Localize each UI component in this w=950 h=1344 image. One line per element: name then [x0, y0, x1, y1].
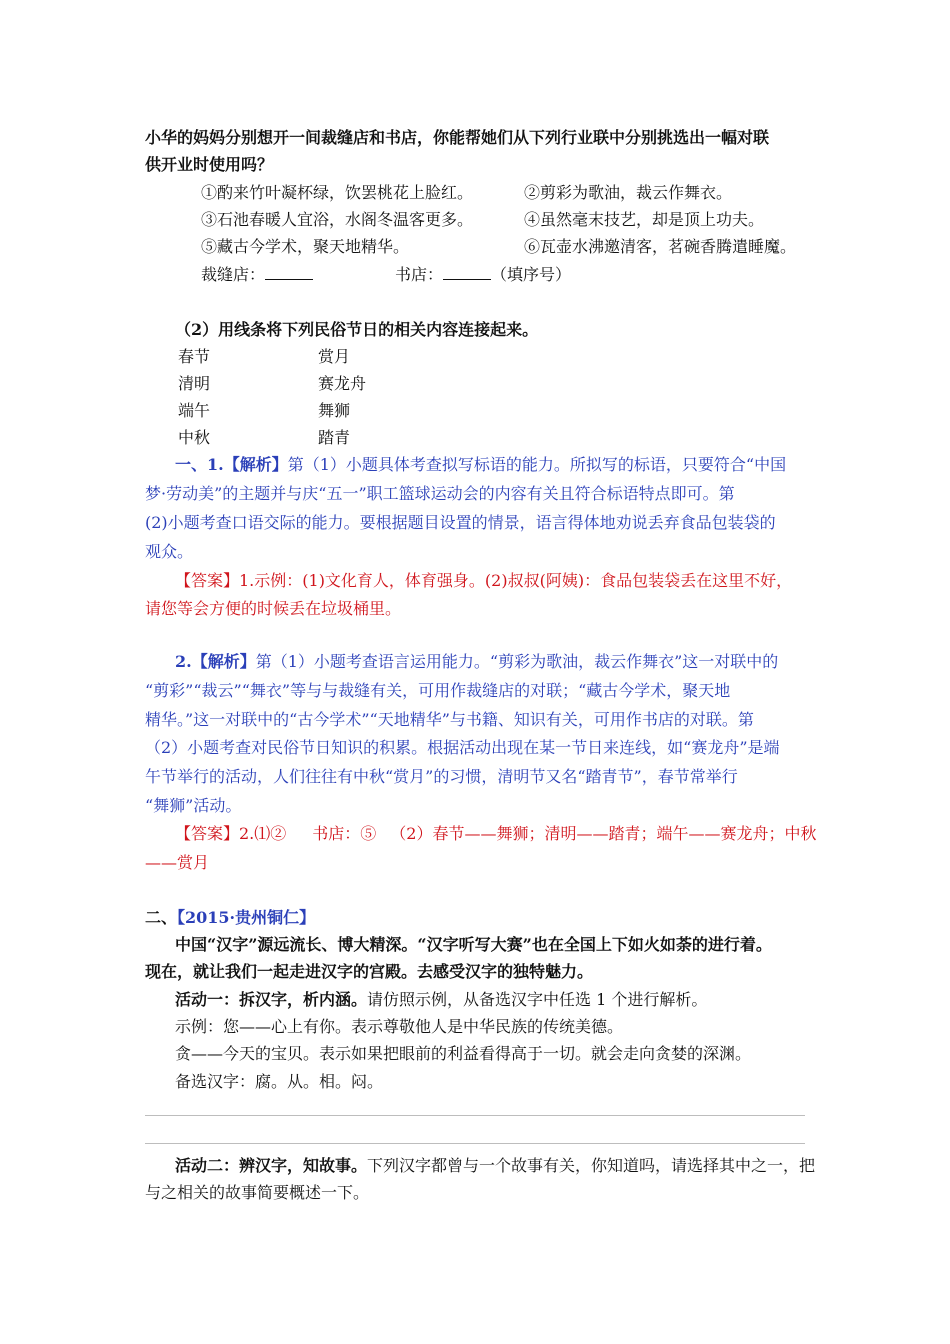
activity-1-line — [175, 990, 707, 1010]
section-2-source-tag: 【2015·贵州铜仁】 — [177, 908, 316, 927]
activity-2-line — [175, 1156, 815, 1176]
section-2-intro-line2: 现在，就让我们一起走进汉字的宫殿。去感受汉字的独特魅力。 — [145, 962, 594, 981]
couplet-option-5: ⑤藏古今学术，聚天地精华。 — [201, 237, 410, 256]
activity-1-options: 备选汉字：腐。从。相。闷。 — [175, 1072, 384, 1091]
answer-line-1[interactable] — [145, 1115, 805, 1116]
analysis-1-line3: (2)小题考查口语交际的能力。要根据题目设置的情景，语言得体地劝说丢弃食品包装袋的 — [145, 513, 776, 532]
analysis-1-line2: 梦·劳动美”的主题并与庆“五一”职工篮球运动会的内容有关且符合标语特点即可。第 — [145, 484, 735, 503]
couplet-option-2: ②剪彩为歌油，裁云作舞衣。 — [524, 183, 733, 202]
activity-item: 赛龙舟 — [318, 374, 367, 393]
fill-book-blank[interactable] — [443, 265, 491, 280]
activity-1-desc: 请仿照示例，从备选汉字中任选 1 个进行解析。 — [367, 990, 708, 1009]
answer-1-line1: 【答案】1.示例：(1)文化育人，体育强身。(2)叔叔(阿姨)：食品包装袋丢在这里不好， — [175, 571, 793, 590]
analysis-2-line4: （2）小题考查对民俗节日知识的积累。根据活动出现在某一节日来连线，如“赛龙舟”是端 — [145, 738, 780, 757]
fill-book-row — [395, 265, 571, 285]
activity-item: 舞狮 — [318, 401, 351, 420]
couplet-option-6: ⑥瓦壶水沸邀清客，茗碗香腾遣睡魔。 — [524, 237, 797, 256]
activity-1-example-1: 示例：您——心上有你。表示尊敬他人是中华民族的传统美德。 — [175, 1017, 624, 1036]
question-2-title: （2）用线条将下列民俗节日的相关内容连接起来。 — [175, 320, 539, 339]
activity-2-desc-line2: 与之相关的故事简要概述一下。 — [145, 1183, 370, 1202]
section-2-heading — [145, 908, 315, 928]
activity-item: 踏青 — [318, 428, 351, 447]
fill-tailor-label: 裁缝店： — [201, 265, 266, 284]
festival-item: 端午 — [178, 401, 211, 420]
activity-1-example-2: 贪——今天的宝贝。表示如果把眼前的利益看得高于一切。就会走向贪婪的深渊。 — [175, 1044, 752, 1063]
analysis-2-line1: 2.【解析】第（1）小题考查语言运用能力。“剪彩为歌油，裁云作舞衣”这一对联中的 — [175, 652, 779, 671]
fill-tailor-row — [201, 265, 313, 285]
festival-item: 春节 — [178, 347, 211, 366]
festival-item: 中秋 — [178, 428, 211, 447]
fill-book-label: 书店： — [395, 265, 444, 284]
couplet-option-3: ③石池春暖人宜浴，水阁冬温客更多。 — [201, 210, 474, 229]
analysis-2-line6: “舞狮”活动。 — [145, 796, 242, 815]
question-intro-line2: 供开业时使用吗？ — [145, 155, 274, 174]
analysis-1-line1: 一、1.【解析】第（1）小题具体考查拟写标语的能力。所拟写的标语，只要符合“中国 — [175, 455, 787, 474]
answer-2-line2: ——赏月 — [145, 853, 210, 872]
answer-1-line2: 请您等会方便的时候丢在垃圾桶里。 — [145, 599, 402, 618]
analysis-2-prefix: 2.【解析】 — [175, 652, 256, 671]
section-2-intro-line1: 中国“汉字”源远流长、博大精深。“汉字听写大赛”也在全国上下如火如荼的进行着。 — [175, 935, 772, 954]
analysis-2-line2: “剪彩”“裁云”“舞衣”等与与裁缝有关，可用作裁缝店的对联；“藏古今学术，聚天地 — [145, 681, 731, 700]
analysis-1-line4: 观众。 — [145, 542, 194, 561]
analysis-1-prefix: 一、1.【解析】 — [175, 455, 288, 474]
activity-item: 赏月 — [318, 347, 351, 366]
couplet-option-1: ①酌来竹叶凝杯绿，饮罢桃花上脸红。 — [201, 183, 474, 202]
fill-tailor-blank[interactable] — [265, 265, 313, 280]
activity-1-title: 活动一：拆汉字，析内涵。 — [175, 990, 368, 1009]
activity-2-desc: 下列汉字都曾与一个故事有关，你知道吗，请选择其中之一，把 — [367, 1156, 816, 1175]
fill-note: （填序号） — [491, 265, 572, 284]
analysis-2-line5: 午节举行的活动，人们往往有中秋“赏月”的习惯，清明节又名“踏青节”，春节常举行 — [145, 767, 738, 786]
section-2-prefix: 二、 — [145, 908, 178, 927]
festival-item: 清明 — [178, 374, 211, 393]
analysis-2-line3: 精华。”这一对联中的“古今学术”“天地精华”与书籍、知识有关，可用作书店的对联。第 — [145, 710, 754, 729]
answer-line-2[interactable] — [145, 1143, 805, 1144]
couplet-option-4: ④虽然毫末技艺，却是顶上功夫。 — [524, 210, 765, 229]
answer-2-line1: 【答案】2.⑴② 书店：⑤ （2）春节——舞狮；清明——踏青；端午——赛龙舟；中秋 — [175, 824, 817, 843]
question-intro-line1: 小华的妈妈分别想开一间裁缝店和书店，你能帮她们从下列行业联中分别挑选出一幅对联 — [145, 128, 770, 147]
activity-2-title: 活动二：辨汉字，知故事。 — [175, 1156, 368, 1175]
